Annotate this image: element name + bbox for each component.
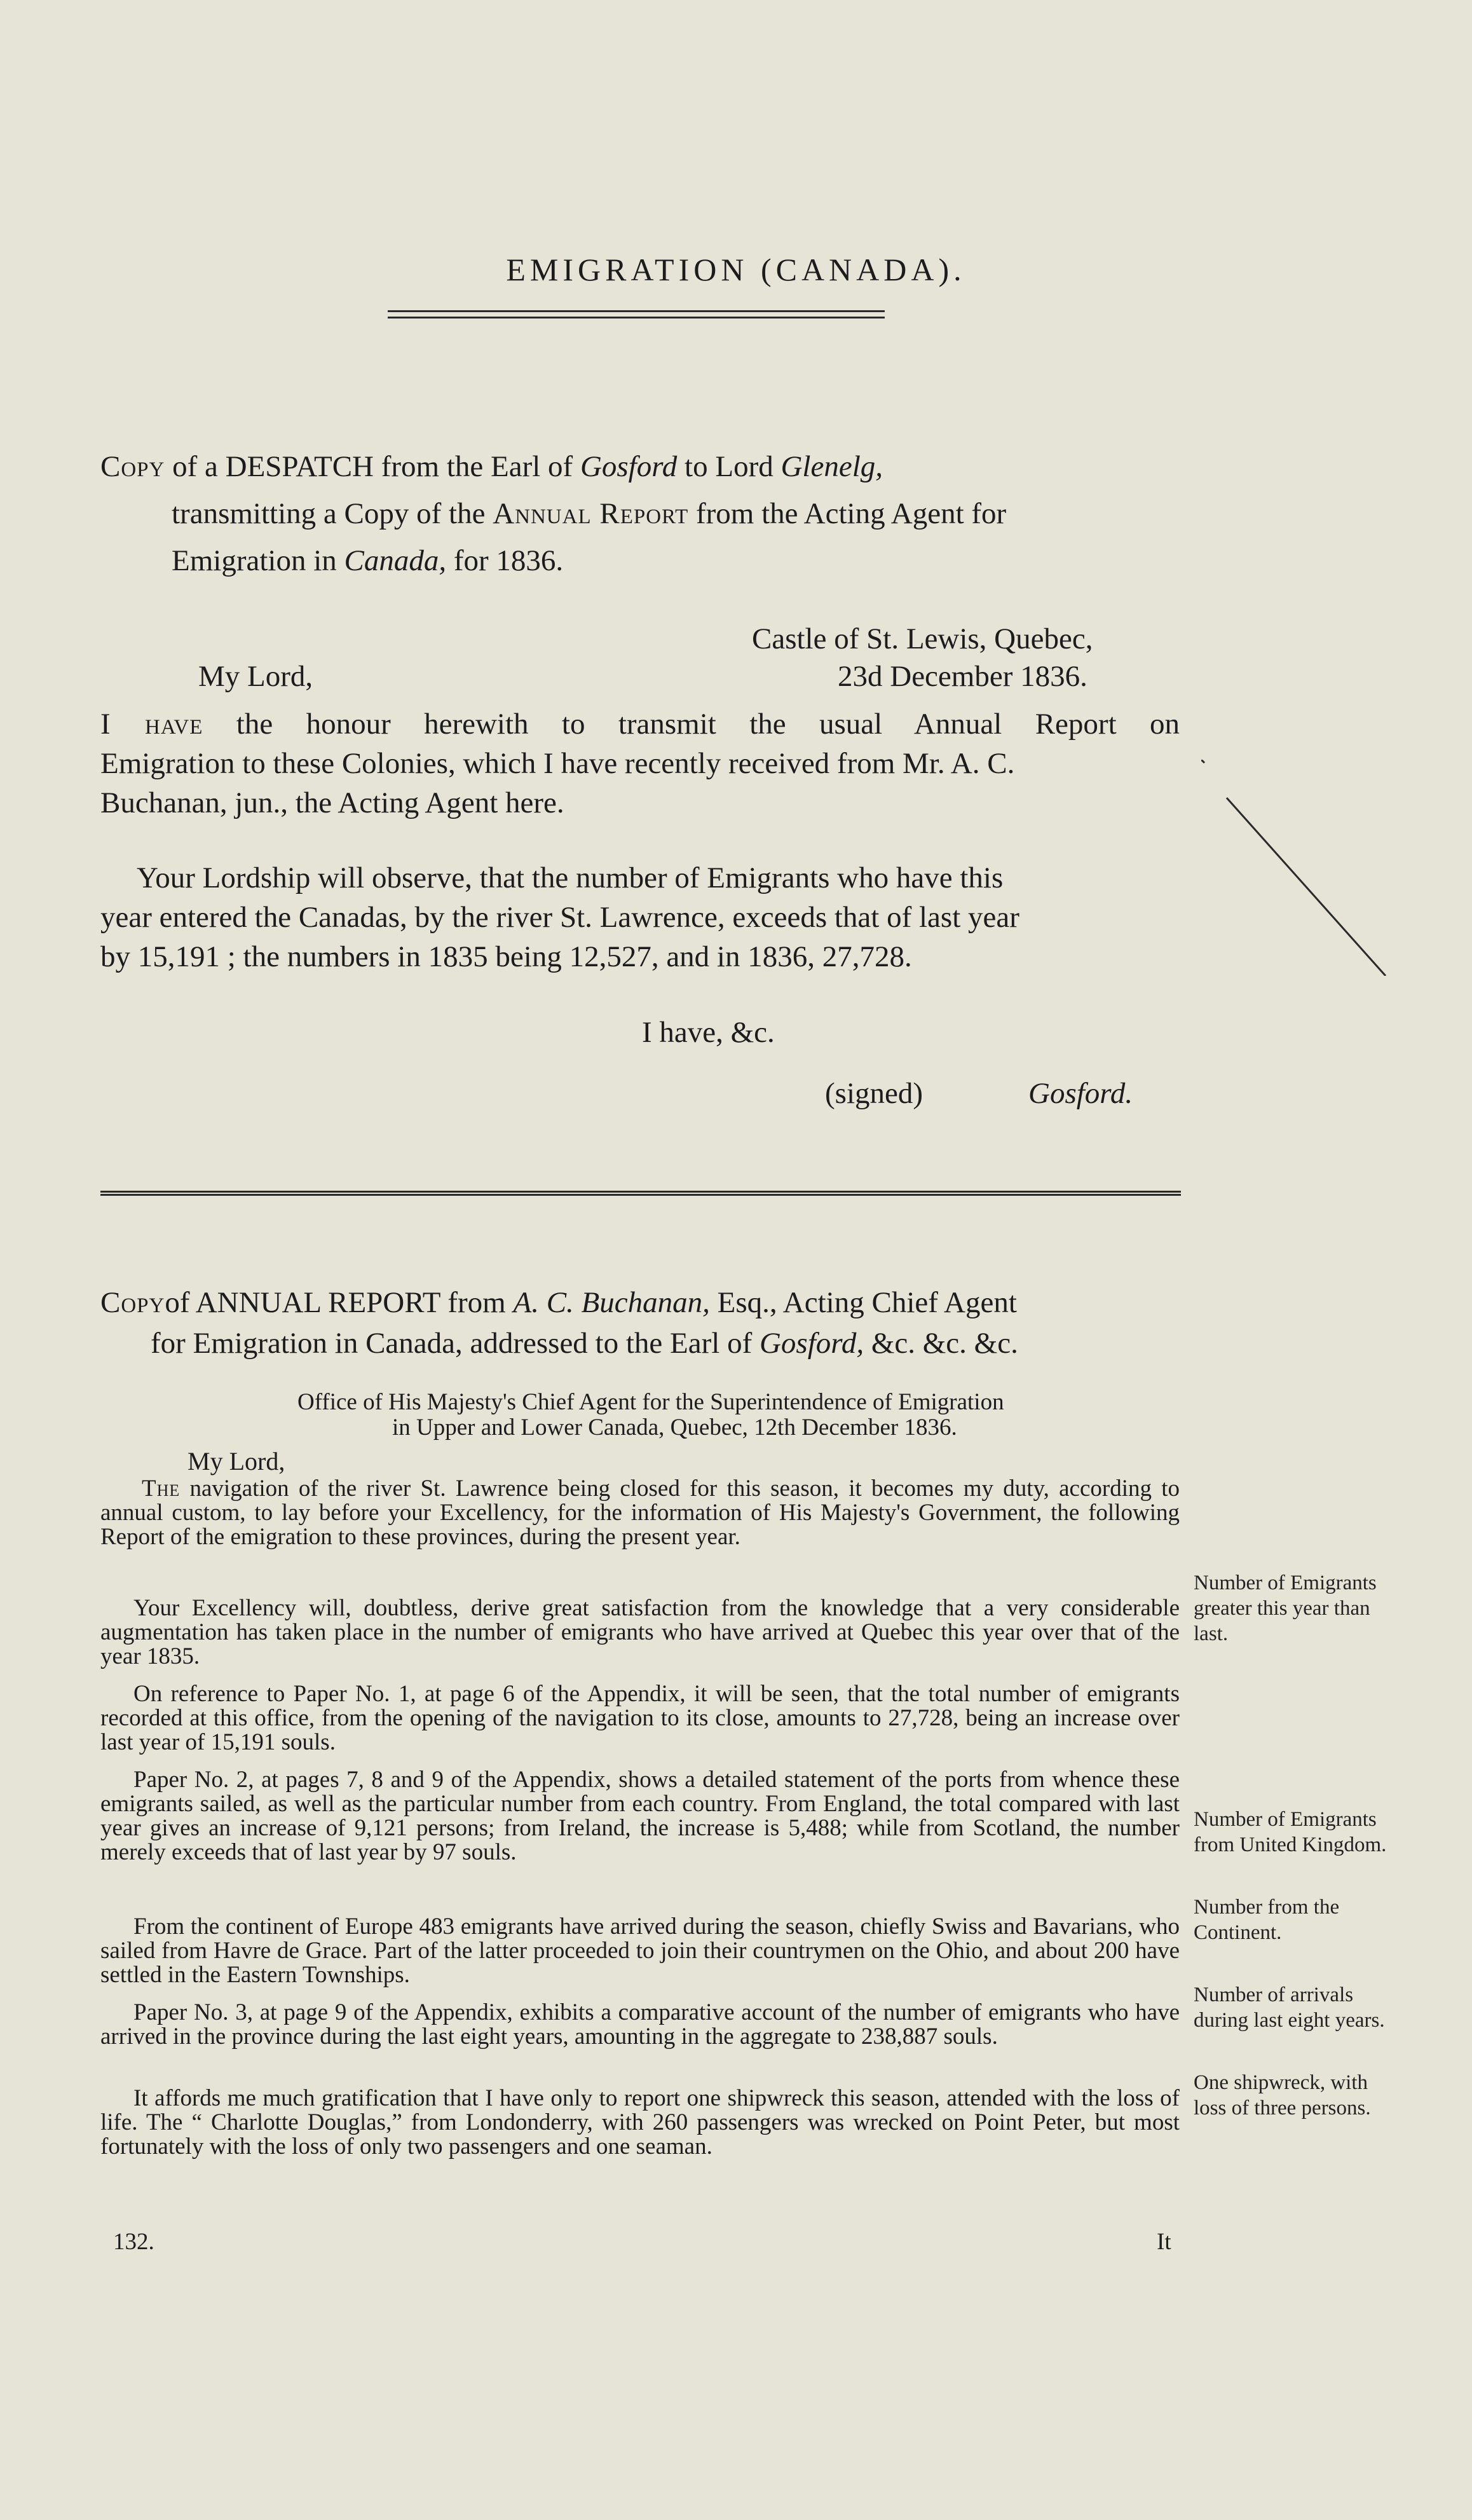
report-paragraph-3: On reference to Paper No. 1, at page 6 of the Appendix, it will be seen, that the total number of emigrants recorded at this office, from the opening of the navigation to its close, amounts to 27,728, being an increase over last year of 15,191 souls. [100, 1681, 1180, 1755]
title-rule [388, 310, 885, 318]
margin-note: Number of arrivals during last eight years. [1194, 1983, 1385, 2032]
despatch-p2-line1: Your Lordship will observe, that the number of Emigrants who have this [137, 861, 1004, 894]
despatch-heading-line3: Emigration in Canada, for 1836. [172, 544, 564, 577]
despatch-p1-line2: Emigration to these Colonies, which I have recently received from Mr. A. C. [100, 747, 1015, 780]
despatch-salutation: My Lord, [198, 660, 313, 693]
copy-label: Copy [100, 450, 165, 483]
despatch-signed: (signed) [825, 1077, 923, 1110]
page-number: 132. [113, 2229, 154, 2255]
page-title: EMIGRATION (CANADA). [506, 252, 966, 287]
margin-note: Number of Emigrants from United Kingdom. [1194, 1808, 1387, 1856]
report-salutation: My Lord, [187, 1447, 285, 1476]
margin-note: Number of Emigrants greater this year than last. [1194, 1572, 1377, 1645]
report-heading-line2: for Emigration in Canada, addressed to the Earl of Gosford, &c. &c. &c. [151, 1327, 1018, 1360]
despatch-heading-line1: Copy of a DESPATCH from the Earl of Gosford to Lord Glenelg, [100, 450, 883, 483]
despatch-p1-line3: Buchanan, jun., the Acting Agent here. [100, 786, 564, 819]
despatch-p2-line3: by 15,191 ; the numbers in 1835 being 12,527, and in 1836, 27,728. [100, 940, 912, 973]
margin-note: One shipwreck, with loss of three persons. [1194, 2071, 1371, 2119]
report-paragraph-6: Paper No. 3, at page 9 of the Appendix, exhibits a comparative account of the number of emigrants who have arrived in the province during the last eight years, amounting in the aggregate to 238,887 souls. [100, 1999, 1180, 2050]
despatch-p2-line2: year entered the Canadas, by the river St. Lawrence, exceeds that of last year [100, 901, 1019, 934]
report-paragraph-5: From the continent of Europe 483 emigrants have arrived during the season, chiefly Swiss and Bavarians, who sailed from Havre de Grace. Part of the latter proceeded to join their countrymen on the Ohio, and about 200 have settled in the Eastern Townships. [100, 1914, 1180, 1988]
report-paragraph-2: Your Excellency will, doubtless, derive great satisfaction from the knowledge that a very considerable augmentation has taken place in the number of emigrants who have arrived at Quebec this year over that of the year 1835. [100, 1595, 1180, 1669]
report-paragraph-4: Paper No. 2, at pages 7, 8 and 9 of the Appendix, shows a detailed statement of the ports from whence these emigrants sailed, as well as the particular number from each country. From England, the total compared with last year gives an increase of 9,121 persons; from Ireland, the increase is 5,488; while from Scotland, the number merely exceeds that of last year by 97 souls. [100, 1767, 1180, 1865]
office-line1: Office of His Majesty's Chief Agent for the Superintendence of Emigration [297, 1389, 1004, 1415]
report-paragraph-1: The navigation of the river St. Lawrence being closed for this season, it becomes my duty, according to annual custom, to lay before your Excellency, for the information of His Majesty's Government, the following Report of the emigration to these provinces, during the present year. [100, 1476, 1180, 1550]
margin-stroke [1201, 760, 1392, 976]
despatch-heading-line2: transmitting a Copy of the Annual Report from the Acting Agent for [172, 497, 1007, 530]
report-paragraph-7: It affords me much gratification that I have only to report one shipwreck this season, attended with the loss of life. The “ Charlotte Douglas,” from Londonderry, with 260 passengers was wrecked on Point Peter, but most fortunately with the loss of only two passengers and one seaman. [100, 2085, 1180, 2160]
margin-note: Number from the Continent. [1194, 1896, 1340, 1944]
despatch-p1-line1: I have the honour herewith to transmit the usual Annual Report on [100, 708, 1180, 741]
office-line2: in Upper and Lower Canada, Quebec, 12th December 1836. [392, 1414, 957, 1441]
despatch-closing: I have, &c. [642, 1016, 775, 1049]
report-heading-line1: Copyof ANNUAL REPORT from A. C. Buchanan, Esq., Acting Chief Agent [100, 1286, 1017, 1319]
despatch-place: Castle of St. Lewis, Quebec, [752, 622, 1093, 655]
despatch-signature: Gosford. [1028, 1077, 1133, 1110]
despatch-date: 23d December 1836. [838, 660, 1087, 693]
catchword: It [1157, 2229, 1171, 2255]
section-rule [100, 1191, 1181, 1196]
